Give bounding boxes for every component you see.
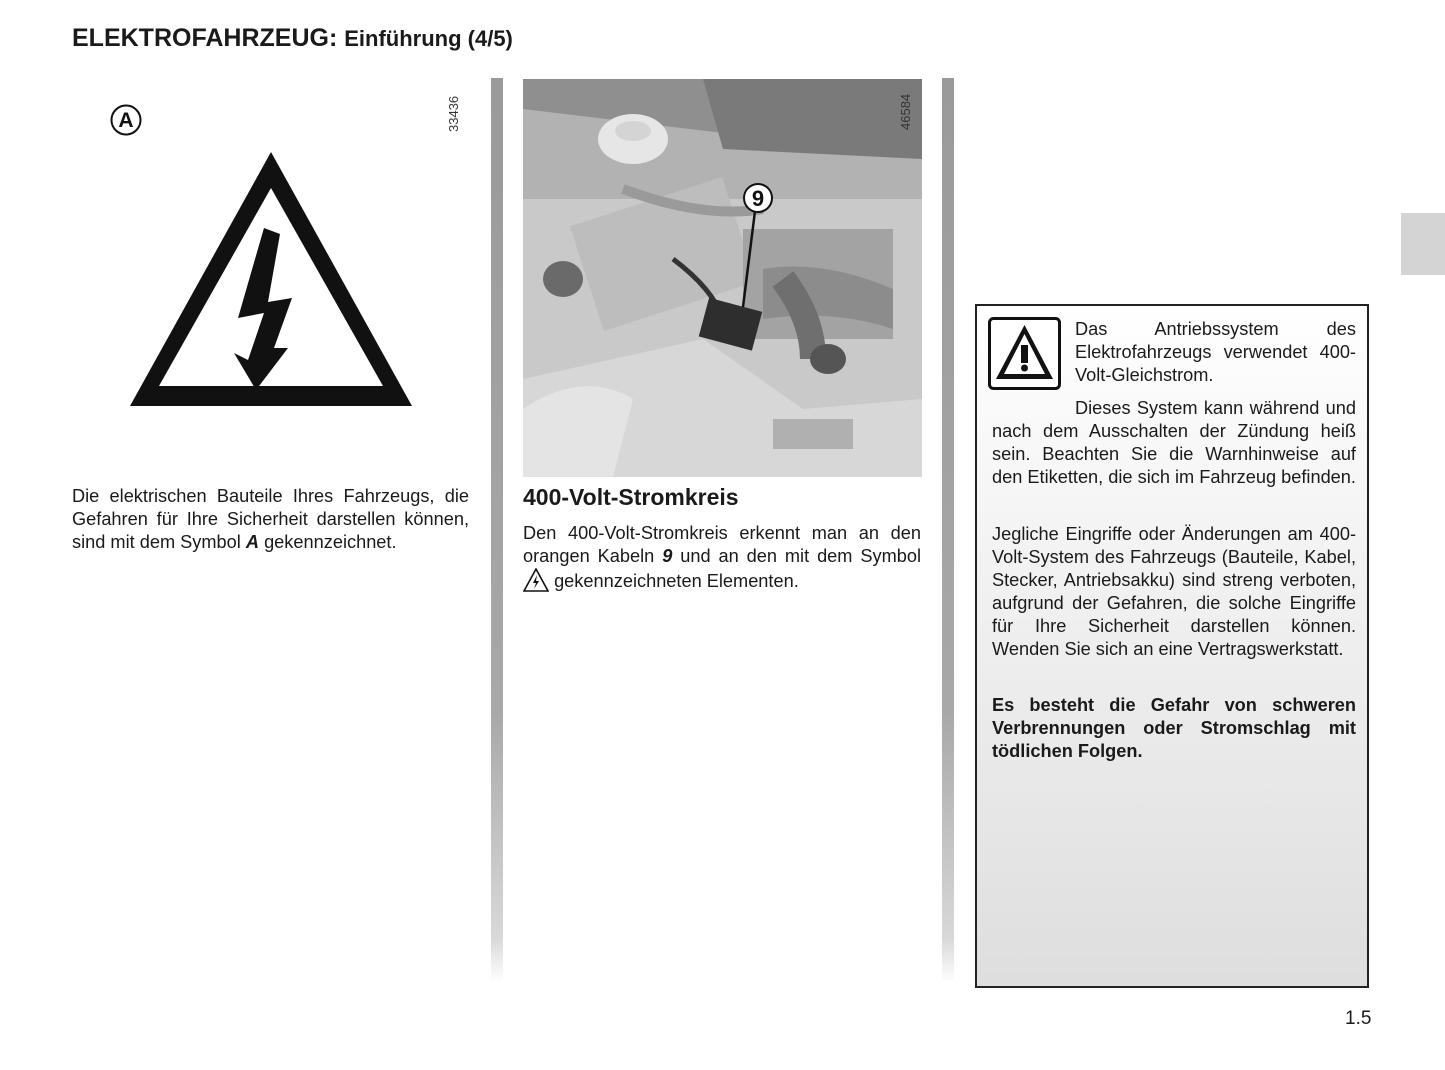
section-tab (1401, 213, 1445, 275)
engine-compartment-photo (523, 79, 922, 477)
title-main: ELEKTROFAHRZEUG: (72, 24, 338, 52)
callout-9-label: 9 (751, 186, 765, 211)
high-voltage-warning-icon (128, 148, 414, 410)
page-title (72, 24, 513, 53)
column-divider (942, 78, 954, 983)
warning-triangle-icon (988, 317, 1061, 390)
page-number: 1.5 (1345, 1008, 1372, 1029)
warning-text-4: Es besteht die Gefahr von schweren Verbrennungen oder Stromschlag mit tödlichen Folgen. (992, 695, 1356, 761)
inline-warning-icon (523, 568, 549, 592)
figure-number: 33436 (446, 95, 461, 132)
col2-paragraph: Den 400-Volt-Stromkreis erkennt man an den orangen Kabeln 9 und an den mit dem Symbol gekennzeichneten Elementen. (523, 523, 921, 591)
section-heading: 400-Volt-Stromkreis (523, 484, 739, 510)
warning-text-2: Dieses System kann während und nach dem Ausschalten der Zündung heiß sein. Beachten Sie die Warnhinweise auf den Etiketten, die sich im Fahrzeug befinden. (992, 398, 1356, 487)
title-sub: Einführung (4/5) (344, 26, 513, 51)
col1-paragraph: Die elektrischen Bauteile Ihres Fahrzeugs, die Gefahren für Ihre Sicherheit darstellen können, sind mit dem Symbol A gekennzeichnet. (72, 486, 469, 552)
symbol-a-label: A (118, 109, 134, 132)
column-divider (491, 78, 503, 983)
warning-text-3: Jegliche Eingriffe oder Änderungen am 400-Volt-System des Fahrzeugs (Bauteile, Kabel, Stecker, Antriebsakku) sind streng verboten, aufgrund der Gefahren, die solche Eingriffe für Ihre Sicherheit darstellen können. Wenden Sie sich an eine Vertragswerkstatt. (992, 524, 1356, 659)
symbol-a-circle-icon (110, 104, 142, 136)
warning-text-1: Das Antriebssystem des Elektrofahrzeugs verwendet 400-Volt-Gleichstrom. (1075, 319, 1356, 385)
figure-number: 46584 (898, 93, 913, 130)
